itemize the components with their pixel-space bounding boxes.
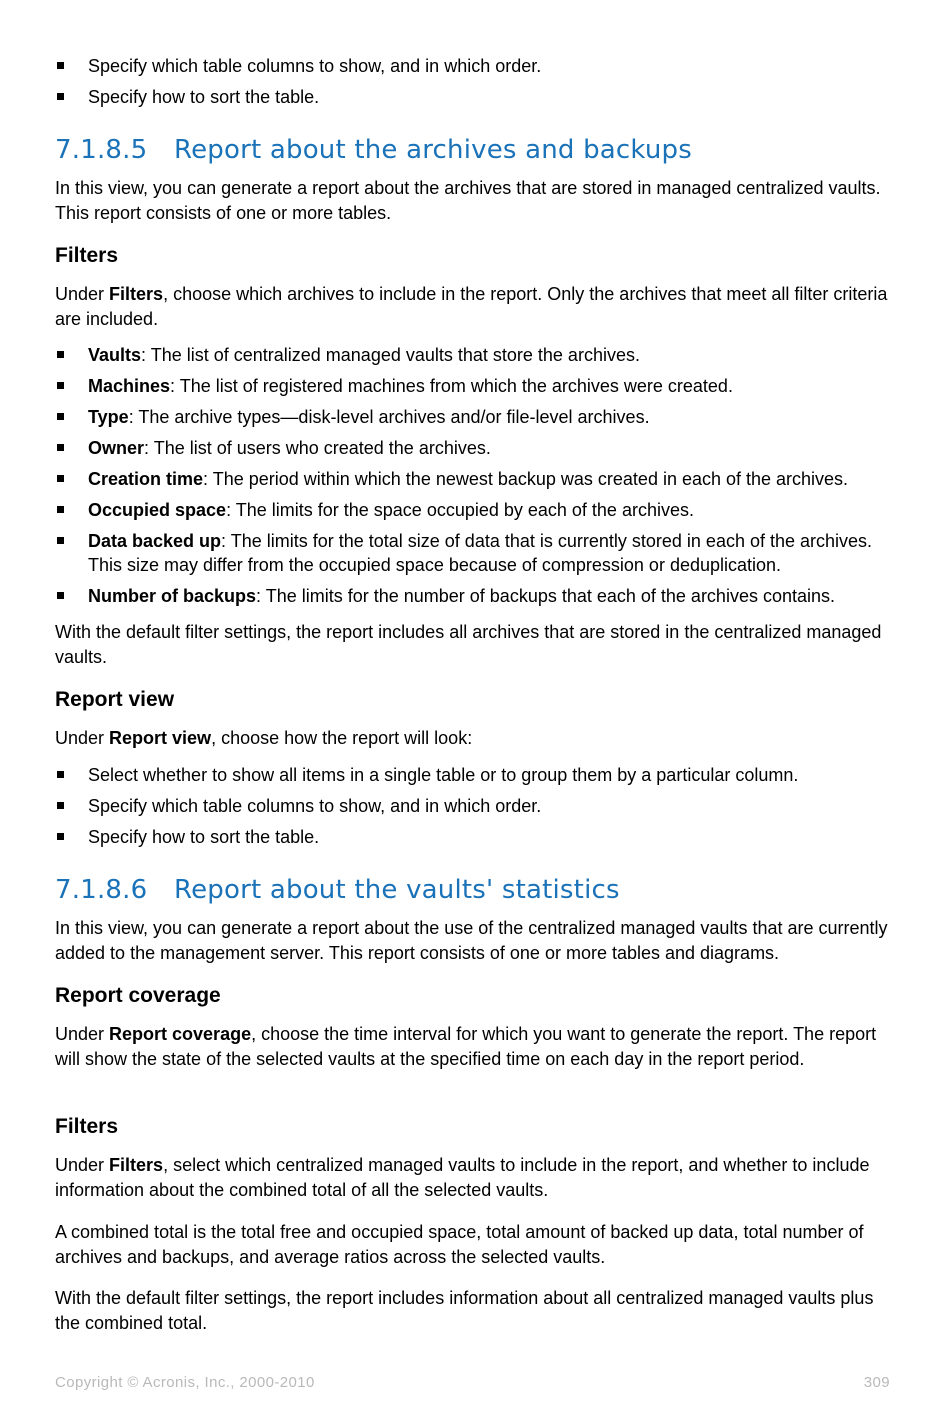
filter-item: Creation time: The period within which the newest backup was created in each of the archives.	[55, 467, 895, 491]
filter-term: Occupied space	[88, 500, 227, 520]
filter-term: Type	[88, 407, 129, 427]
filter-item: Occupied space: The limits for the space occupied by each of the archives.	[55, 498, 895, 522]
filter-item: Vaults: The list of centralized managed vaults that store the archives.	[55, 343, 895, 367]
filter-item: Owner: The list of users who created the archives.	[55, 436, 895, 460]
list-item	[55, 85, 895, 109]
footer-page-number: 309	[863, 1374, 890, 1391]
bullet-square-icon	[57, 382, 64, 389]
filters-intro: Under Filters, choose which archives to include in the report. Only the archives that meet all filter criteria are included.	[55, 284, 888, 329]
section-heading	[55, 135, 692, 165]
bullet-square-icon	[57, 537, 64, 544]
list-item-text: Specify how to sort the table.	[88, 87, 320, 107]
bullet-square-icon	[57, 413, 64, 420]
filters-default-note: With the default filter settings, the report includes all archives that are stored in the centralized managed vaults.	[55, 622, 882, 667]
section-title: Report about the archives and backups	[174, 135, 693, 165]
subheading-filters: Filters	[55, 244, 119, 267]
list-item: Specify how to sort the table.	[55, 825, 895, 849]
bullet-square-icon	[57, 62, 64, 69]
subheading-report-coverage: Report coverage	[55, 984, 221, 1007]
filter-item: Type: The archive types—disk-level archives and/or file-level archives.	[55, 405, 895, 429]
bullet-square-icon	[57, 506, 64, 513]
section-heading	[55, 875, 620, 905]
bullet-square-icon	[57, 802, 64, 809]
filter-term: Machines	[88, 376, 171, 396]
section-number: 7.1.8.5	[55, 135, 148, 165]
report-coverage-text: Under Report coverage, choose the time interval for which you want to generate the report. The report will show the state of the selected vaults at the specified time on each day in the report period.	[55, 1024, 877, 1069]
list-item-text: Specify which table columns to show, and in which order.	[88, 56, 542, 76]
bullet-square-icon	[57, 351, 64, 358]
filter-item: Machines: The list of registered machines from which the archives were created.	[55, 374, 895, 398]
bullet-square-icon	[57, 475, 64, 482]
filters-default-note: With the default filter settings, the report includes information about all centralized managed vaults plus the combined total.	[55, 1288, 874, 1333]
bullet-square-icon	[57, 444, 64, 451]
bullet-square-icon	[57, 592, 64, 599]
subheading-filters: Filters	[55, 1115, 119, 1138]
filter-item: Data backed up: The limits for the total size of data that is currently stored in each of the archives. This size may differ from the occupied space because of compression or deduplication.	[55, 529, 895, 577]
filter-term: Vaults	[88, 345, 142, 365]
section-title: Report about the vaults' statistics	[174, 875, 620, 905]
footer-copyright: Copyright © Acronis, Inc., 2000-2010	[55, 1374, 315, 1391]
filter-term: Owner	[88, 438, 145, 458]
filter-term: Creation time	[88, 469, 204, 489]
list-item: Specify which table columns to show, and in which order.	[55, 794, 895, 818]
list-item	[55, 54, 895, 78]
section-number: 7.1.8.6	[55, 875, 148, 905]
combined-total-text: A combined total is the total free and occupied space, total amount of backed up data, total number of archives and backups, and average ratios across the selected vaults.	[55, 1222, 864, 1267]
section-intro: In this view, you can generate a report about the archives that are stored in managed centralized vaults. This report consists of one or more tables.	[55, 178, 881, 223]
subheading-report-view: Report view	[55, 688, 175, 711]
list-item: Select whether to show all items in a single table or to group them by a particular column.	[55, 763, 895, 787]
bullet-square-icon	[57, 93, 64, 100]
filter-term: Data backed up	[88, 531, 222, 551]
filter-term: Number of backups	[88, 586, 257, 606]
filters-text: Under Filters, select which centralized managed vaults to include in the report, and whether to include information about the combined total of all the selected vaults.	[55, 1155, 870, 1200]
bullet-square-icon	[57, 771, 64, 778]
bullet-square-icon	[57, 833, 64, 840]
filter-item: Number of backups: The limits for the number of backups that each of the archives contains.	[55, 584, 895, 608]
section-intro: In this view, you can generate a report about the use of the centralized managed vaults that are currently added to the management server. This report consists of one or more tables and diagrams.	[55, 918, 888, 963]
report-view-intro: Under Report view, choose how the report will look:	[55, 728, 473, 748]
